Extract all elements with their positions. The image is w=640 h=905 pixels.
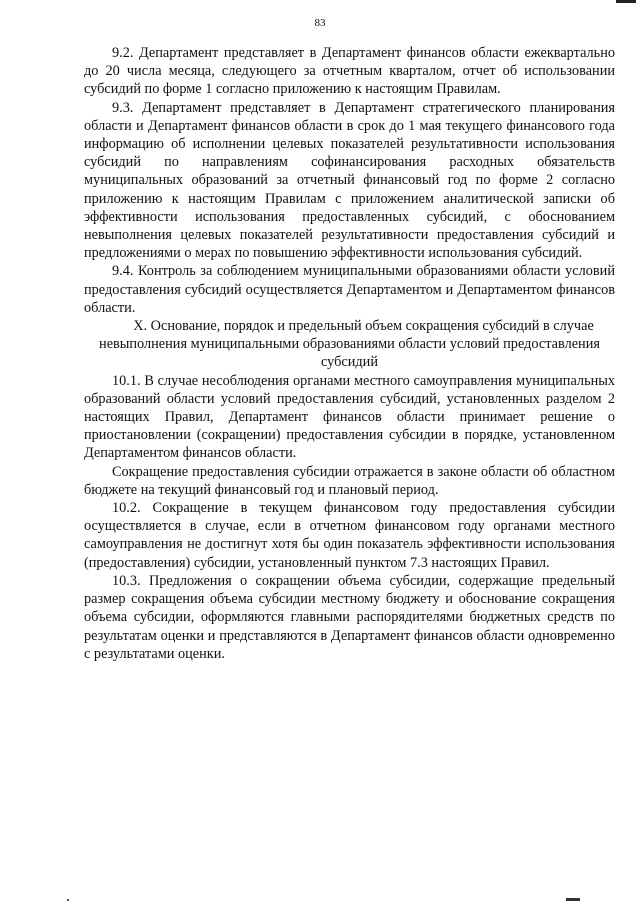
section-heading: X. Основание, порядок и предельный объем сокращения субсидий в случае невыполнения муниципальными образованиями области условий предоставления субсидий	[99, 318, 600, 371]
paragraph-9-2: 9.2. Департамент представляет в Департамент финансов области ежеквартально до 20 числа месяца, следующего за отчетным кварталом, отчет об использовании субсидий по форме 1 согласно приложению к настоящим Правилам.	[84, 45, 615, 98]
paragraph-10-2: 10.2. Сокращение в текущем финансовом году предоставления субсидии осуществляется в случае, если в отчетном финансовом году органами местного самоуправления не достигнут хотя бы один показатель эффективности использования (предоставления) субсидии, установленный пунктом 7.3 настоящих Правил.	[84, 500, 615, 571]
document-body	[84, 44, 615, 663]
scan-mark-bottom	[566, 898, 580, 901]
scan-mark-top	[616, 0, 636, 3]
paragraph-10-3: 10.3. Предложения о сокращении объема субсидии, содержащие предельный размер сокращения объема субсидии местному бюджету и обоснование сокращения объема субсидии, оформляются главными распорядителями бюджетных средств по результатам оценки и представляются в Департамент финансов области одновременно с результатами оценки.	[84, 572, 615, 662]
paragraph-9-3: 9.3. Департамент представляет в Департамент стратегического планирования области и Департамент финансов области в срок до 1 мая текущего финансового года информацию об исполнении целевых показателей результативности использования субсидий по направлениям софинансирования расходных обязательств муниципальных образований за отчетный финансовый год по форме 2 согласно приложению к настоящим Правилам с приложением аналитической записки об эффективности использования предоставленных субсидий, с обоснованием невыполнения целевых показателей результативности предоставления субсидий и предложениями о мерах по повышению эффективности использования субсидий.	[84, 99, 615, 262]
paragraph-10-1-continued: Сокращение предоставления субсидии отражается в законе области об областном бюджете на текущий финансовый год и плановый период.	[84, 463, 615, 498]
paragraph-9-4: 9.4. Контроль за соблюдением муниципальными образованиями области условий предоставления субсидий осуществляется Департаментом и Департаментом финансов области.	[84, 263, 615, 316]
paragraph-10-1: 10.1. В случае несоблюдения органами местного самоуправления муниципальных образований области условий предоставления субсидий, установленных разделом 2 настоящих Правил, Департамент финансов области принимает решение о приостановлении (сокращении) предоставления субсидии в порядке, установленном Департаментом финансов области.	[84, 372, 615, 462]
page-number: 83	[314, 17, 326, 29]
scan-dot	[67, 899, 69, 901]
